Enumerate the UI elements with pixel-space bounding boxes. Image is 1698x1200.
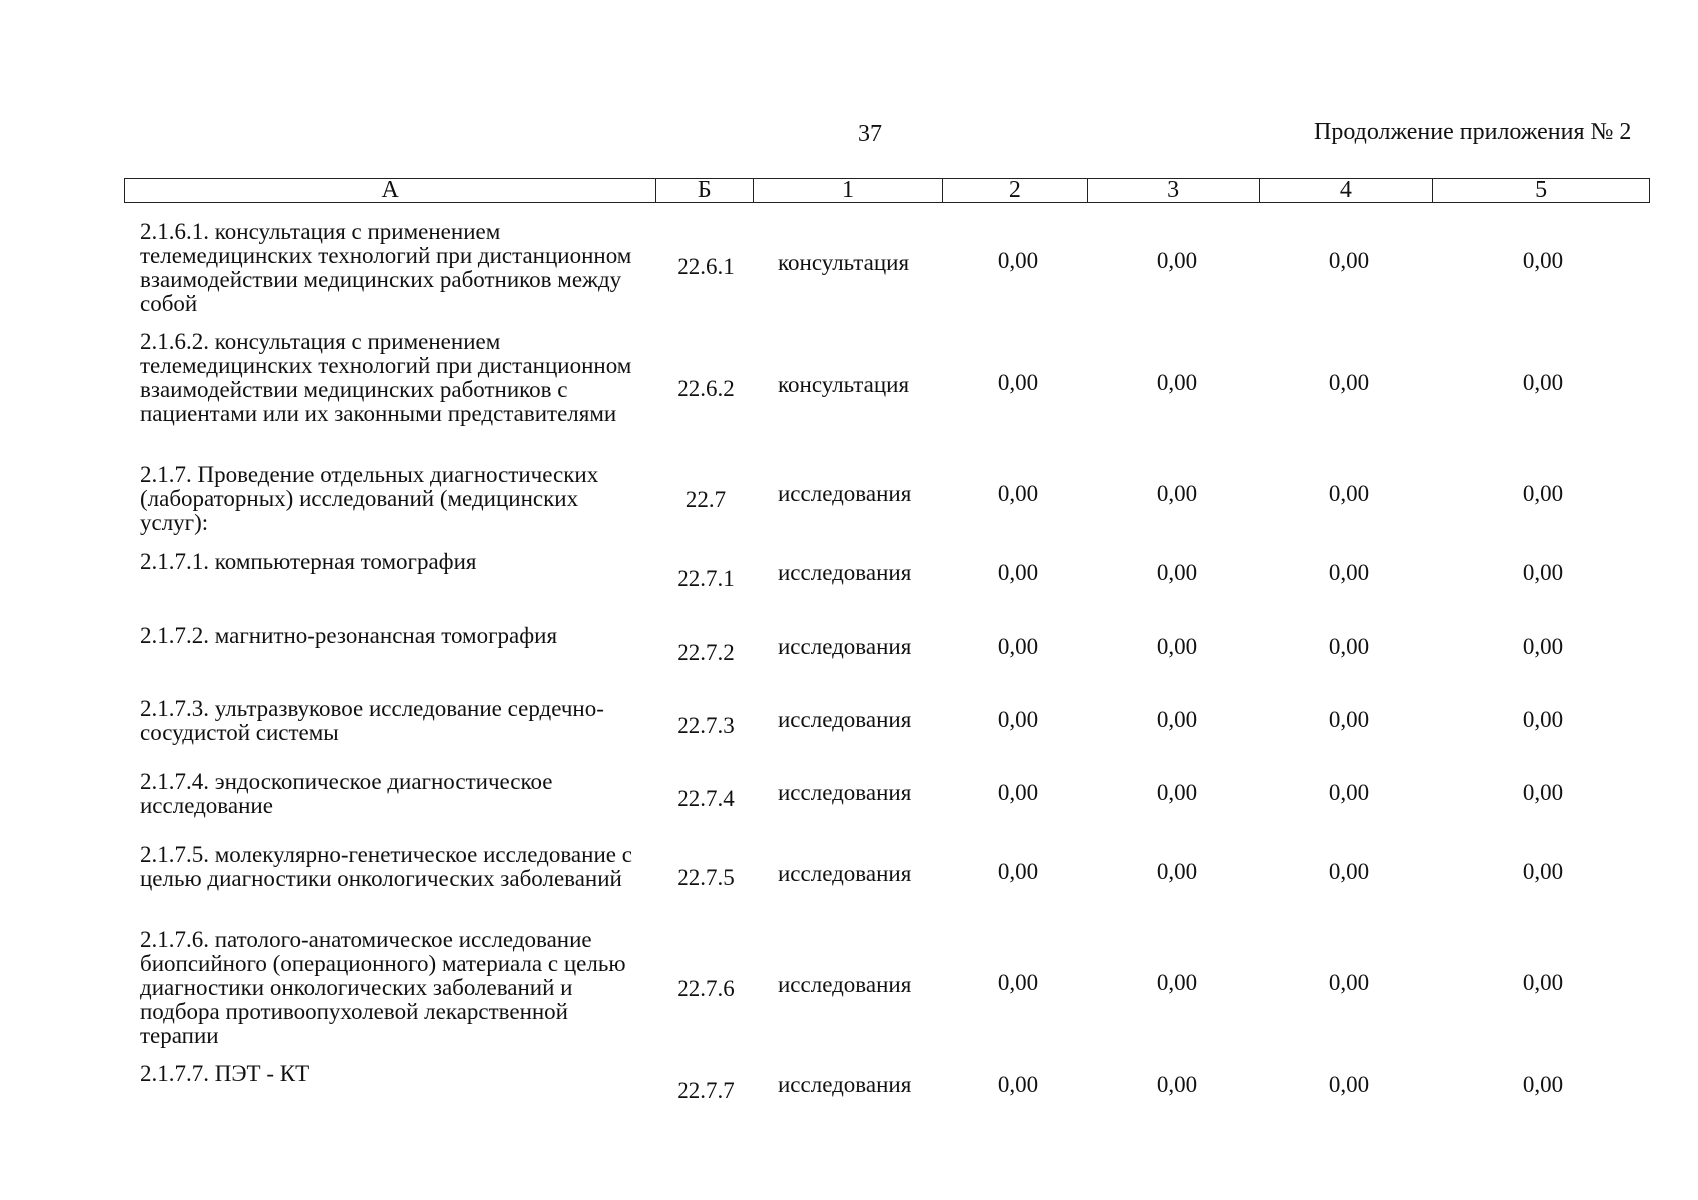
row-name: 2.1.7.3. ультразвуковое исследование сердечно-сосудистой системы xyxy=(140,696,604,745)
row-code: 22.7.4 xyxy=(677,786,735,811)
row-value-col5: 0,00 xyxy=(1522,560,1564,585)
table-header-row xyxy=(124,178,1650,203)
column-header-3: 3 xyxy=(1088,179,1260,202)
row-value-col2: 0,00 xyxy=(997,560,1039,585)
row-value-col2: 0,00 xyxy=(997,780,1039,805)
column-header-2: 2 xyxy=(943,179,1088,202)
row-unit: консультация xyxy=(778,372,910,397)
row-code: 22.7.3 xyxy=(677,713,735,738)
row-code: 22.6.2 xyxy=(677,376,735,401)
row-unit: исследования xyxy=(778,481,912,506)
row-value-col4: 0,00 xyxy=(1328,248,1370,273)
row-value-col3: 0,00 xyxy=(1156,370,1198,395)
row-unit: исследования xyxy=(778,634,912,659)
row-unit: консультация xyxy=(778,250,910,275)
row-value-col4: 0,00 xyxy=(1328,560,1370,585)
row-value-col3: 0,00 xyxy=(1156,707,1198,732)
row-code: 22.7.2 xyxy=(677,640,735,665)
row-value-col4: 0,00 xyxy=(1328,481,1370,506)
row-unit: исследования xyxy=(778,861,912,886)
column-header-a: А xyxy=(125,179,656,202)
row-value-col4: 0,00 xyxy=(1328,859,1370,884)
row-value-col5: 0,00 xyxy=(1522,1072,1564,1097)
row-value-col5: 0,00 xyxy=(1522,859,1564,884)
page-number: 37 xyxy=(858,121,882,147)
row-code: 22.7.6 xyxy=(677,976,735,1001)
row-unit: исследования xyxy=(778,780,912,805)
column-header-4: 4 xyxy=(1260,179,1434,202)
row-value-col3: 0,00 xyxy=(1156,560,1198,585)
row-value-col3: 0,00 xyxy=(1156,859,1198,884)
row-code: 22.7.1 xyxy=(677,566,735,591)
row-value-col3: 0,00 xyxy=(1156,481,1198,506)
row-unit: исследования xyxy=(778,707,912,732)
column-header-5: 5 xyxy=(1535,177,1548,203)
row-name: 2.1.7.4. эндоскопическое диагностическое исследование xyxy=(140,769,553,818)
row-value-col2: 0,00 xyxy=(997,1072,1039,1097)
row-value-col4: 0,00 xyxy=(1328,780,1370,805)
row-name: 2.1.7. Проведение отдельных диагностических (лабораторных) исследований (медицинских услуг): xyxy=(140,462,599,535)
row-value-col2: 0,00 xyxy=(997,970,1039,995)
page-caption: Продолжение приложения № 2 xyxy=(1314,119,1632,145)
row-code: 22.7.5 xyxy=(677,865,735,890)
row-value-col2: 0,00 xyxy=(997,370,1039,395)
column-header-b: Б xyxy=(656,179,754,202)
row-value-col5: 0,00 xyxy=(1522,481,1564,506)
row-unit: исследования xyxy=(778,560,912,585)
row-code: 22.7.7 xyxy=(677,1078,735,1103)
row-value-col2: 0,00 xyxy=(997,634,1039,659)
row-unit: исследования xyxy=(778,1072,912,1097)
row-value-col4: 0,00 xyxy=(1328,970,1370,995)
row-name: 2.1.7.1. компьютерная томография xyxy=(140,549,477,574)
row-value-col4: 0,00 xyxy=(1328,634,1370,659)
row-value-col3: 0,00 xyxy=(1156,634,1198,659)
row-name: 2.1.7.7. ПЭТ - КТ xyxy=(140,1061,310,1086)
row-value-col3: 0,00 xyxy=(1156,780,1198,805)
row-value-col4: 0,00 xyxy=(1328,707,1370,732)
row-name: 2.1.6.2. консультация с применением телемедицинских технологий при дистанционном взаимодействии медицинских работников с пациентами или их законными представителями xyxy=(140,329,632,426)
row-value-col5: 0,00 xyxy=(1522,970,1564,995)
row-value-col5: 0,00 xyxy=(1522,707,1564,732)
row-code: 22.7 xyxy=(685,487,727,512)
row-unit: исследования xyxy=(778,972,912,997)
row-value-col2: 0,00 xyxy=(997,248,1039,273)
row-value-col5: 0,00 xyxy=(1522,248,1564,273)
row-value-col3: 0,00 xyxy=(1156,970,1198,995)
row-name: 2.1.7.6. патолого-анатомическое исследование биопсийного (операционного) материала с целью диагностики онкологических заболеваний и подбора противоопухолевой лекарственной терапии xyxy=(140,927,626,1048)
row-value-col4: 0,00 xyxy=(1328,370,1370,395)
row-value-col5: 0,00 xyxy=(1522,780,1564,805)
row-value-col2: 0,00 xyxy=(997,859,1039,884)
row-name: 2.1.7.5. молекулярно-генетическое исследование с целью диагностики онкологических заболеваний xyxy=(140,842,632,891)
column-header-1: 1 xyxy=(754,179,943,202)
row-code: 22.6.1 xyxy=(677,254,735,279)
row-value-col3: 0,00 xyxy=(1156,1072,1198,1097)
row-value-col4: 0,00 xyxy=(1328,1072,1370,1097)
row-name: 2.1.7.2. магнитно-резонансная томография xyxy=(140,623,558,648)
row-value-col5: 0,00 xyxy=(1522,634,1564,659)
row-name: 2.1.6.1. консультация с применением телемедицинских технологий при дистанционном взаимодействии медицинских работников между собой xyxy=(140,219,632,316)
row-value-col5: 0,00 xyxy=(1522,370,1564,395)
row-value-col3: 0,00 xyxy=(1156,248,1198,273)
row-value-col2: 0,00 xyxy=(997,707,1039,732)
row-value-col2: 0,00 xyxy=(997,481,1039,506)
